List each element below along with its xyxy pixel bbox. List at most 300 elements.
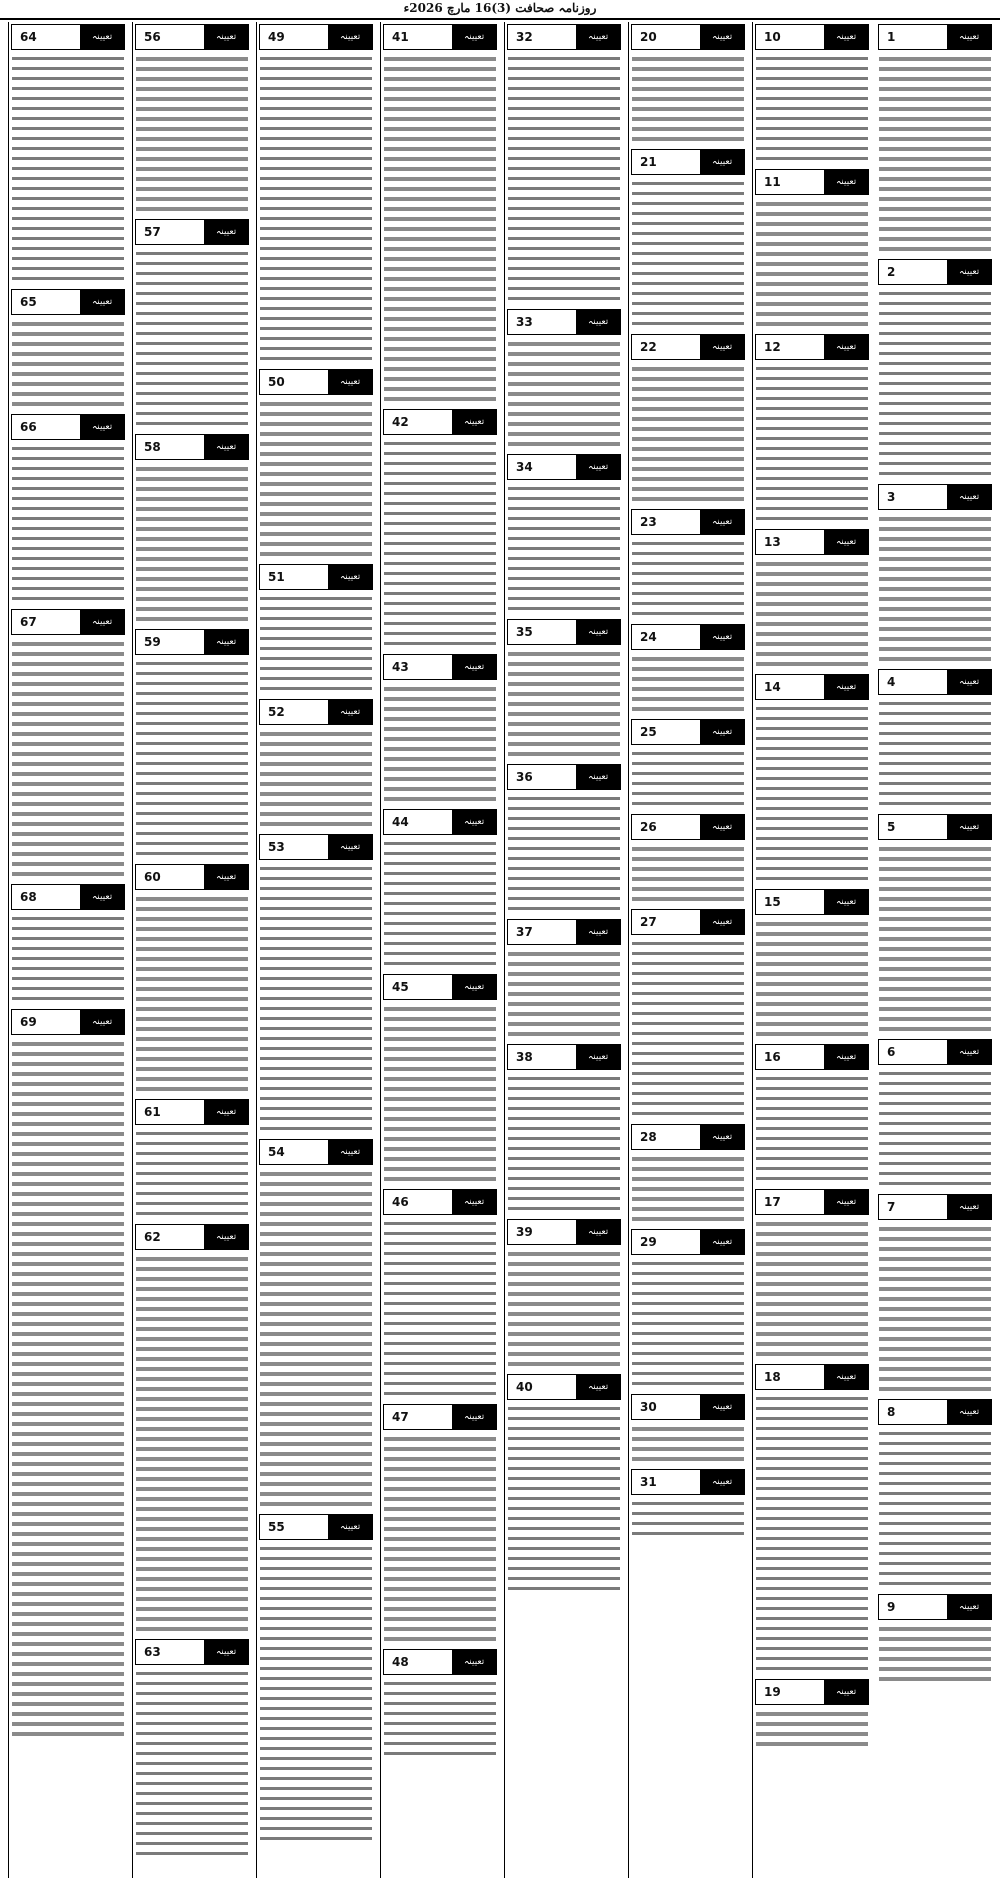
news-entry xyxy=(133,864,251,1094)
entry-label: تعیینہ xyxy=(700,25,744,49)
entry-label: تعیینہ xyxy=(700,335,744,359)
entry-number-tag xyxy=(259,1139,373,1165)
entry-label: تعیینہ xyxy=(700,1470,744,1494)
entry-number-tag xyxy=(135,1639,249,1665)
entry-number: 64 xyxy=(12,25,80,49)
entry-body-text-block xyxy=(879,1069,991,1189)
entry-number-tag xyxy=(631,814,745,840)
entry-number: 38 xyxy=(508,1045,576,1069)
entry-label: تعیینہ xyxy=(576,920,620,944)
entry-label: تعیینہ xyxy=(204,865,248,889)
entry-number: 42 xyxy=(384,410,452,434)
news-entry xyxy=(505,764,623,914)
entry-number-tag xyxy=(755,1189,869,1215)
entry-number: 61 xyxy=(136,1100,204,1124)
entry-body-text-block xyxy=(879,1624,991,1684)
entry-number-tag xyxy=(878,1194,992,1220)
entry-label: تعیینہ xyxy=(204,1100,248,1124)
entry-body-text-block xyxy=(260,399,372,559)
entry-number: 39 xyxy=(508,1220,576,1244)
entry-label: تعیینہ xyxy=(576,310,620,334)
entry-number: 20 xyxy=(632,25,700,49)
entry-body-text-block xyxy=(632,54,744,144)
entry-number-tag xyxy=(383,1649,497,1675)
entry-body-text-block xyxy=(508,54,620,304)
news-entry xyxy=(753,674,871,884)
entry-label: تعیینہ xyxy=(328,1140,372,1164)
entry-body-text-block xyxy=(12,639,124,879)
entry-number-tag xyxy=(135,24,249,50)
entry-number: 36 xyxy=(508,765,576,789)
entry-label: تعیینہ xyxy=(452,25,496,49)
news-entry xyxy=(876,24,994,254)
entry-label: تعیینہ xyxy=(700,1395,744,1419)
entry-label: تعیینہ xyxy=(576,1220,620,1244)
entry-body-text-block xyxy=(879,844,991,1034)
news-entry xyxy=(629,909,747,1119)
entry-number-tag xyxy=(135,1099,249,1125)
entry-label: تعیینہ xyxy=(452,975,496,999)
entry-number-tag xyxy=(631,1229,745,1255)
news-entry xyxy=(876,259,994,479)
entry-body-text-block xyxy=(136,1254,248,1634)
news-entry xyxy=(381,1649,499,1759)
column-2 xyxy=(752,22,871,1878)
entry-label: تعیینہ xyxy=(700,625,744,649)
news-entry xyxy=(381,24,499,404)
entry-number-tag xyxy=(755,24,869,50)
news-entry xyxy=(505,1219,623,1369)
entry-label: تعیینہ xyxy=(824,530,868,554)
news-entry xyxy=(257,24,375,364)
entry-number: 51 xyxy=(260,565,328,589)
entry-body-text-block xyxy=(384,839,496,969)
entry-body-text-block xyxy=(384,1219,496,1399)
entry-number: 49 xyxy=(260,25,328,49)
entry-label: تعیینہ xyxy=(452,810,496,834)
news-entry xyxy=(753,1364,871,1674)
news-entry xyxy=(753,334,871,524)
entry-number: 24 xyxy=(632,625,700,649)
news-entry xyxy=(505,24,623,304)
entry-number: 35 xyxy=(508,620,576,644)
news-entry xyxy=(753,889,871,1039)
news-entry xyxy=(505,1374,623,1594)
entry-body-text-block xyxy=(879,1224,991,1394)
column-6 xyxy=(256,22,375,1878)
entry-label: تعیینہ xyxy=(700,150,744,174)
entry-body-text-block xyxy=(384,1679,496,1759)
entry-number-tag xyxy=(383,24,497,50)
entry-number: 28 xyxy=(632,1125,700,1149)
entry-label: تعیینہ xyxy=(947,815,991,839)
entry-label: تعیینہ xyxy=(452,655,496,679)
entry-number-tag xyxy=(755,1679,869,1705)
entry-number-tag xyxy=(631,1394,745,1420)
entry-number: 13 xyxy=(756,530,824,554)
entry-body-text-block xyxy=(632,749,744,809)
entry-body-text-block xyxy=(260,1544,372,1844)
entry-number: 32 xyxy=(508,25,576,49)
entry-number-tag xyxy=(631,24,745,50)
news-entry xyxy=(753,1679,871,1749)
entry-label: تعیینہ xyxy=(328,25,372,49)
entry-number: 3 xyxy=(879,485,947,509)
entry-label: تعیینہ xyxy=(947,1040,991,1064)
entry-number-tag xyxy=(383,1189,497,1215)
news-entry xyxy=(629,1124,747,1224)
entry-number-tag xyxy=(11,414,125,440)
entry-number: 67 xyxy=(12,610,80,634)
news-entry xyxy=(381,809,499,969)
entry-number-tag xyxy=(383,1404,497,1430)
entry-body-text-block xyxy=(508,1404,620,1594)
entry-body-text-block xyxy=(632,1424,744,1464)
entry-body-text-block xyxy=(508,1074,620,1214)
entry-number: 21 xyxy=(632,150,700,174)
entry-label: تعیینہ xyxy=(824,675,868,699)
news-entry xyxy=(9,289,127,409)
entry-number: 59 xyxy=(136,630,204,654)
entry-body-text-block xyxy=(756,54,868,164)
entry-label: تعیینہ xyxy=(80,1010,124,1034)
news-entry xyxy=(505,1044,623,1214)
entry-number-tag xyxy=(631,1124,745,1150)
entry-body-text-block xyxy=(260,864,372,1134)
entry-body-text-block xyxy=(879,699,991,809)
news-entry xyxy=(381,654,499,804)
entry-body-text-block xyxy=(136,1669,248,1859)
entry-number-tag xyxy=(507,764,621,790)
entry-label: تعیینہ xyxy=(576,620,620,644)
entry-label: تعیینہ xyxy=(700,815,744,839)
news-entry xyxy=(629,1469,747,1539)
entry-number-tag xyxy=(878,24,992,50)
entry-label: تعیینہ xyxy=(204,1640,248,1664)
entry-number: 60 xyxy=(136,865,204,889)
entry-label: تعیینہ xyxy=(204,435,248,459)
news-entry xyxy=(753,1044,871,1184)
entry-label: تعیینہ xyxy=(700,510,744,534)
entry-number: 7 xyxy=(879,1195,947,1219)
entry-body-text-block xyxy=(632,654,744,714)
entry-number: 37 xyxy=(508,920,576,944)
entry-number-tag xyxy=(135,629,249,655)
news-entry xyxy=(381,409,499,649)
entry-number-tag xyxy=(755,674,869,700)
entry-label: تعیینہ xyxy=(204,220,248,244)
entry-label: تعیینہ xyxy=(947,260,991,284)
news-entry xyxy=(9,24,127,284)
entry-number: 46 xyxy=(384,1190,452,1214)
entry-number-tag xyxy=(631,149,745,175)
entry-body-text-block xyxy=(756,919,868,1039)
entry-number-tag xyxy=(135,1224,249,1250)
news-entry xyxy=(629,719,747,809)
entry-number-tag xyxy=(11,24,125,50)
entry-label: تعیینہ xyxy=(824,1365,868,1389)
entry-number: 48 xyxy=(384,1650,452,1674)
column-8 xyxy=(8,22,127,1878)
entry-number-tag xyxy=(507,1374,621,1400)
entry-body-text-block xyxy=(136,464,248,624)
entry-label: تعیینہ xyxy=(328,835,372,859)
entry-number: 19 xyxy=(756,1680,824,1704)
entry-body-text-block xyxy=(260,1169,372,1509)
news-entry xyxy=(629,814,747,904)
news-entry xyxy=(133,219,251,429)
entry-body-text-block xyxy=(756,1709,868,1749)
news-entry xyxy=(505,309,623,449)
news-entry xyxy=(505,919,623,1039)
entry-body-text-block xyxy=(384,439,496,649)
news-entry xyxy=(505,619,623,759)
entry-number-tag xyxy=(878,669,992,695)
entry-number-tag xyxy=(507,454,621,480)
entry-label: تعیینہ xyxy=(576,25,620,49)
news-entry xyxy=(257,369,375,559)
entry-number: 25 xyxy=(632,720,700,744)
entry-body-text-block xyxy=(756,559,868,669)
entry-label: تعیینہ xyxy=(452,1650,496,1674)
news-entry xyxy=(9,1009,127,1739)
entry-label: تعیینہ xyxy=(824,170,868,194)
entry-number: 5 xyxy=(879,815,947,839)
entry-number: 14 xyxy=(756,675,824,699)
entry-number-tag xyxy=(878,484,992,510)
news-entry xyxy=(629,334,747,504)
news-entry xyxy=(753,1189,871,1359)
entry-body-text-block xyxy=(632,539,744,619)
entry-label: تعیینہ xyxy=(328,370,372,394)
entry-label: تعیینہ xyxy=(824,1680,868,1704)
entry-number-tag xyxy=(878,814,992,840)
news-entry xyxy=(381,1189,499,1399)
entry-number: 4 xyxy=(879,670,947,694)
entry-body-text-block xyxy=(12,914,124,1004)
entry-number: 6 xyxy=(879,1040,947,1064)
entry-label: تعیینہ xyxy=(80,290,124,314)
entry-number: 26 xyxy=(632,815,700,839)
entry-label: تعیینہ xyxy=(947,1195,991,1219)
news-entry xyxy=(9,609,127,879)
entry-number: 54 xyxy=(260,1140,328,1164)
entry-number-tag xyxy=(631,909,745,935)
entry-body-text-block xyxy=(384,684,496,804)
news-entry xyxy=(257,1139,375,1509)
news-entry xyxy=(9,884,127,1004)
entry-body-text-block xyxy=(384,54,496,404)
entry-number: 56 xyxy=(136,25,204,49)
news-entry xyxy=(629,24,747,144)
entry-number-tag xyxy=(11,1009,125,1035)
entry-label: تعیینہ xyxy=(824,1045,868,1069)
entry-number: 62 xyxy=(136,1225,204,1249)
entry-number-tag xyxy=(507,619,621,645)
entry-number-tag xyxy=(755,529,869,555)
entry-body-text-block xyxy=(508,484,620,614)
entry-label: تعیینہ xyxy=(80,885,124,909)
news-entry xyxy=(753,169,871,329)
entry-label: تعیینہ xyxy=(700,910,744,934)
entry-label: تعیینہ xyxy=(576,765,620,789)
news-entry xyxy=(257,699,375,829)
entry-body-text-block xyxy=(879,54,991,254)
entry-label: تعیینہ xyxy=(947,485,991,509)
entry-label: تعیینہ xyxy=(824,890,868,914)
entry-label: تعیینہ xyxy=(576,455,620,479)
entry-number-tag xyxy=(259,564,373,590)
entry-label: تعیینہ xyxy=(204,1225,248,1249)
entry-body-text-block xyxy=(508,794,620,914)
entry-number: 55 xyxy=(260,1515,328,1539)
entry-number-tag xyxy=(259,699,373,725)
news-entry xyxy=(876,1399,994,1589)
entry-body-text-block xyxy=(632,939,744,1119)
entry-number: 53 xyxy=(260,835,328,859)
entry-body-text-block xyxy=(632,179,744,329)
entry-number: 44 xyxy=(384,810,452,834)
entry-label: تعیینہ xyxy=(80,25,124,49)
news-entry xyxy=(257,1514,375,1844)
entry-label: تعیینہ xyxy=(700,1125,744,1149)
entry-label: تعیینہ xyxy=(452,1190,496,1214)
entry-body-text-block xyxy=(508,339,620,449)
entry-body-text-block xyxy=(12,1039,124,1739)
column-4 xyxy=(504,22,623,1878)
news-entry xyxy=(876,1194,994,1394)
entry-number-tag xyxy=(755,1044,869,1070)
entry-number-tag xyxy=(259,24,373,50)
entry-number: 9 xyxy=(879,1595,947,1619)
entry-body-text-block xyxy=(879,514,991,664)
entry-body-text-block xyxy=(508,649,620,759)
entry-number-tag xyxy=(383,974,497,1000)
entry-body-text-block xyxy=(756,1219,868,1359)
entry-label: تعیینہ xyxy=(80,415,124,439)
entry-number-tag xyxy=(755,334,869,360)
entry-number: 47 xyxy=(384,1405,452,1429)
entry-body-text-block xyxy=(12,319,124,409)
entry-label: تعیینہ xyxy=(824,335,868,359)
news-entry xyxy=(753,529,871,669)
entry-number: 40 xyxy=(508,1375,576,1399)
entry-number-tag xyxy=(383,654,497,680)
entry-number-tag xyxy=(507,1044,621,1070)
entry-body-text-block xyxy=(879,1429,991,1589)
column-3 xyxy=(628,22,747,1878)
entry-number-tag xyxy=(631,509,745,535)
entry-number: 43 xyxy=(384,655,452,679)
entry-body-text-block xyxy=(384,1434,496,1644)
entry-number: 45 xyxy=(384,975,452,999)
entry-body-text-block xyxy=(632,1499,744,1539)
entry-number: 50 xyxy=(260,370,328,394)
column-5 xyxy=(380,22,499,1878)
entry-body-text-block xyxy=(508,1249,620,1369)
entry-number: 33 xyxy=(508,310,576,334)
column-1 xyxy=(876,22,994,1878)
entry-number: 31 xyxy=(632,1470,700,1494)
entry-number-tag xyxy=(507,309,621,335)
news-entry xyxy=(381,1404,499,1644)
entry-number-tag xyxy=(11,609,125,635)
news-entry xyxy=(876,1039,994,1189)
entry-label: تعیینہ xyxy=(947,25,991,49)
entry-body-text-block xyxy=(756,1394,868,1674)
entry-body-text-block xyxy=(136,1129,248,1219)
entry-body-text-block xyxy=(136,894,248,1094)
entry-number: 52 xyxy=(260,700,328,724)
entry-number: 18 xyxy=(756,1365,824,1389)
entry-label: تعیینہ xyxy=(947,1595,991,1619)
entry-label: تعیینہ xyxy=(947,1400,991,1424)
news-entry xyxy=(753,24,871,164)
entry-number: 58 xyxy=(136,435,204,459)
entry-body-text-block xyxy=(756,199,868,329)
entry-number-tag xyxy=(11,884,125,910)
entry-number: 11 xyxy=(756,170,824,194)
entry-number-tag xyxy=(631,624,745,650)
news-entry xyxy=(257,834,375,1134)
entry-label: تعیینہ xyxy=(824,1190,868,1214)
entry-number-tag xyxy=(878,1039,992,1065)
news-entry xyxy=(629,1229,747,1389)
entry-number-tag xyxy=(755,889,869,915)
entry-label: تعیینہ xyxy=(947,670,991,694)
entry-number: 65 xyxy=(12,290,80,314)
news-entry xyxy=(629,149,747,329)
entry-body-text-block xyxy=(632,364,744,504)
entry-number-tag xyxy=(135,219,249,245)
news-entry xyxy=(629,509,747,619)
entry-number: 34 xyxy=(508,455,576,479)
entry-number: 10 xyxy=(756,25,824,49)
entry-number-tag xyxy=(631,719,745,745)
entry-label: تعیینہ xyxy=(328,700,372,724)
entry-number: 57 xyxy=(136,220,204,244)
entry-number-tag xyxy=(507,919,621,945)
entry-number: 63 xyxy=(136,1640,204,1664)
entry-number-tag xyxy=(755,1364,869,1390)
entry-number-tag xyxy=(878,1399,992,1425)
entry-number-tag xyxy=(259,369,373,395)
news-entry xyxy=(133,434,251,624)
entry-body-text-block xyxy=(260,594,372,694)
entry-number-tag xyxy=(631,334,745,360)
entry-number-tag xyxy=(507,24,621,50)
entry-body-text-block xyxy=(879,289,991,479)
entry-number: 15 xyxy=(756,890,824,914)
news-entry xyxy=(876,1594,994,1684)
entry-number-tag xyxy=(259,1514,373,1540)
entry-label: تعیینہ xyxy=(700,1230,744,1254)
column-7 xyxy=(132,22,251,1878)
entry-number-tag xyxy=(135,864,249,890)
news-entry xyxy=(505,454,623,614)
entry-number-tag xyxy=(878,259,992,285)
entry-number-tag xyxy=(631,1469,745,1495)
entry-label: تعیینہ xyxy=(328,1515,372,1539)
news-entry xyxy=(133,1099,251,1219)
entry-label: تعیینہ xyxy=(700,720,744,744)
entry-label: تعیینہ xyxy=(576,1045,620,1069)
entry-number: 29 xyxy=(632,1230,700,1254)
entry-number: 8 xyxy=(879,1400,947,1424)
entry-number: 23 xyxy=(632,510,700,534)
entry-number-tag xyxy=(383,409,497,435)
entry-label: تعیینہ xyxy=(80,610,124,634)
